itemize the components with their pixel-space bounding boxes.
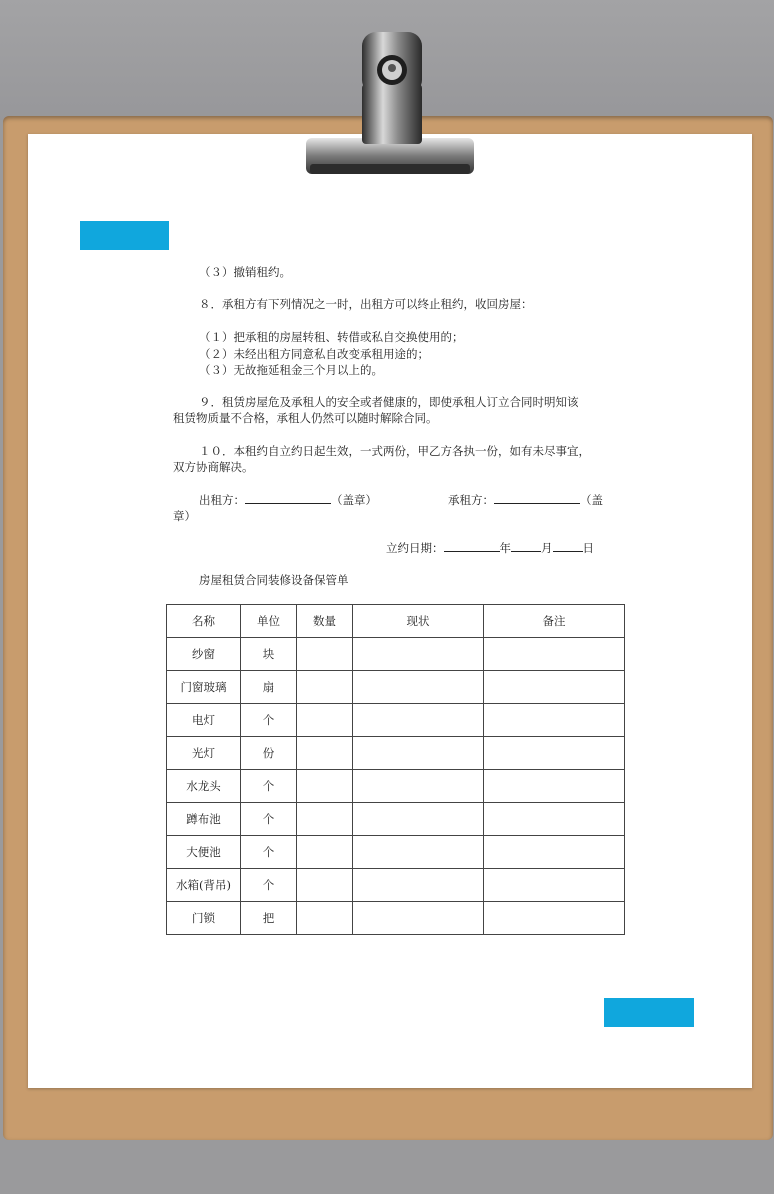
contract-date xyxy=(386,540,594,556)
lessor-seal: （盖 xyxy=(331,493,354,507)
day-label: 日 xyxy=(582,541,594,555)
header-quantity: 数量 xyxy=(297,605,353,638)
item-remarks xyxy=(484,671,625,704)
equipment-table-wrap xyxy=(166,604,625,935)
item-unit: 把 xyxy=(241,902,297,935)
item-name: 电灯 xyxy=(167,704,241,737)
equipment-table xyxy=(166,604,625,935)
lessor-signature xyxy=(199,492,377,508)
lessor-seal-end: 章） xyxy=(354,493,377,507)
lessee-signature xyxy=(448,492,603,508)
item-condition xyxy=(353,836,484,869)
item-condition xyxy=(353,737,484,770)
item-name: 门锁 xyxy=(167,902,241,935)
clause-8: ８．承租方有下列情况之一时，出租方可以终止租约，收回房屋： xyxy=(199,297,533,311)
table-row xyxy=(167,803,625,836)
item-remarks xyxy=(484,869,625,902)
item-condition xyxy=(353,638,484,671)
item-quantity xyxy=(297,671,353,704)
table-row xyxy=(167,869,625,902)
clause-10-line2: 双方协商解决。 xyxy=(173,460,254,474)
item-unit: 块 xyxy=(241,638,297,671)
item-unit: 份 xyxy=(241,737,297,770)
header-name: 名称 xyxy=(167,605,241,638)
clause-8-2: （２）未经出租方同意私自改变承租用途的； xyxy=(199,347,429,361)
item-remarks xyxy=(484,770,625,803)
item-quantity xyxy=(297,737,353,770)
item-unit: 个 xyxy=(241,704,297,737)
item-remarks xyxy=(484,902,625,935)
item-quantity xyxy=(297,869,353,902)
item-remarks xyxy=(484,638,625,671)
lessor-label: 出租方： xyxy=(199,493,245,507)
table-row xyxy=(167,836,625,869)
month-line xyxy=(511,540,541,552)
item-quantity xyxy=(297,803,353,836)
lessee-seal-end: 章） xyxy=(173,509,196,523)
item-condition xyxy=(353,869,484,902)
date-label: 立约日期： xyxy=(386,541,444,555)
table-row xyxy=(167,704,625,737)
table-row xyxy=(167,902,625,935)
lessor-sign-line xyxy=(245,492,331,504)
item-name: 光灯 xyxy=(167,737,241,770)
item-quantity xyxy=(297,902,353,935)
table-row xyxy=(167,671,625,704)
clause-9-line2: 租赁物质量不合格，承租人仍然可以随时解除合同。 xyxy=(173,411,438,425)
item-remarks xyxy=(484,803,625,836)
clause-9-line1: ９．租赁房屋危及承租人的安全或者健康的，即使承租人订立合同时明知该 xyxy=(199,395,579,409)
item-name: 纱窗 xyxy=(167,638,241,671)
item-quantity xyxy=(297,704,353,737)
item-condition xyxy=(353,704,484,737)
lessee-seal: （盖 xyxy=(580,493,603,507)
item-name: 大便池 xyxy=(167,836,241,869)
lessee-label: 承租方： xyxy=(448,493,494,507)
year-line xyxy=(444,540,500,552)
item-remarks xyxy=(484,737,625,770)
day-line xyxy=(553,540,583,552)
item-unit: 扇 xyxy=(241,671,297,704)
lessee-sign-line xyxy=(494,492,580,504)
item-name: 水箱(背吊) xyxy=(167,869,241,902)
accent-bar-top xyxy=(80,221,169,250)
month-label: 月 xyxy=(541,541,553,555)
year-label: 年 xyxy=(499,541,511,555)
item-unit: 个 xyxy=(241,803,297,836)
item-unit: 个 xyxy=(241,770,297,803)
item-quantity xyxy=(297,770,353,803)
clause-7-3: （３）撤销租约。 xyxy=(199,265,291,279)
binder-clip-icon xyxy=(300,26,480,176)
item-unit: 个 xyxy=(241,836,297,869)
header-remarks: 备注 xyxy=(484,605,625,638)
item-unit: 个 xyxy=(241,869,297,902)
item-name: 门窗玻璃 xyxy=(167,671,241,704)
table-title: 房屋租赁合同装修设备保管单 xyxy=(199,573,349,587)
table-row xyxy=(167,638,625,671)
accent-bar-bottom xyxy=(604,998,694,1027)
header-unit: 单位 xyxy=(241,605,297,638)
item-condition xyxy=(353,671,484,704)
item-condition xyxy=(353,770,484,803)
header-condition: 现状 xyxy=(353,605,484,638)
table-row xyxy=(167,770,625,803)
item-quantity xyxy=(297,836,353,869)
item-condition xyxy=(353,902,484,935)
table-header-row xyxy=(167,605,625,638)
item-name: 水龙头 xyxy=(167,770,241,803)
clause-8-1: （１）把承租的房屋转租、转借或私自交换使用的； xyxy=(199,330,464,344)
clause-10-line1: １０．本租约自立约日起生效，一式两份，甲乙方各执一份，如有未尽事宜， xyxy=(199,444,590,458)
item-quantity xyxy=(297,638,353,671)
item-name: 蹲布池 xyxy=(167,803,241,836)
item-remarks xyxy=(484,836,625,869)
item-remarks xyxy=(484,704,625,737)
clause-8-3: （３）无故拖延租金三个月以上的。 xyxy=(199,363,383,377)
table-row xyxy=(167,737,625,770)
item-condition xyxy=(353,803,484,836)
